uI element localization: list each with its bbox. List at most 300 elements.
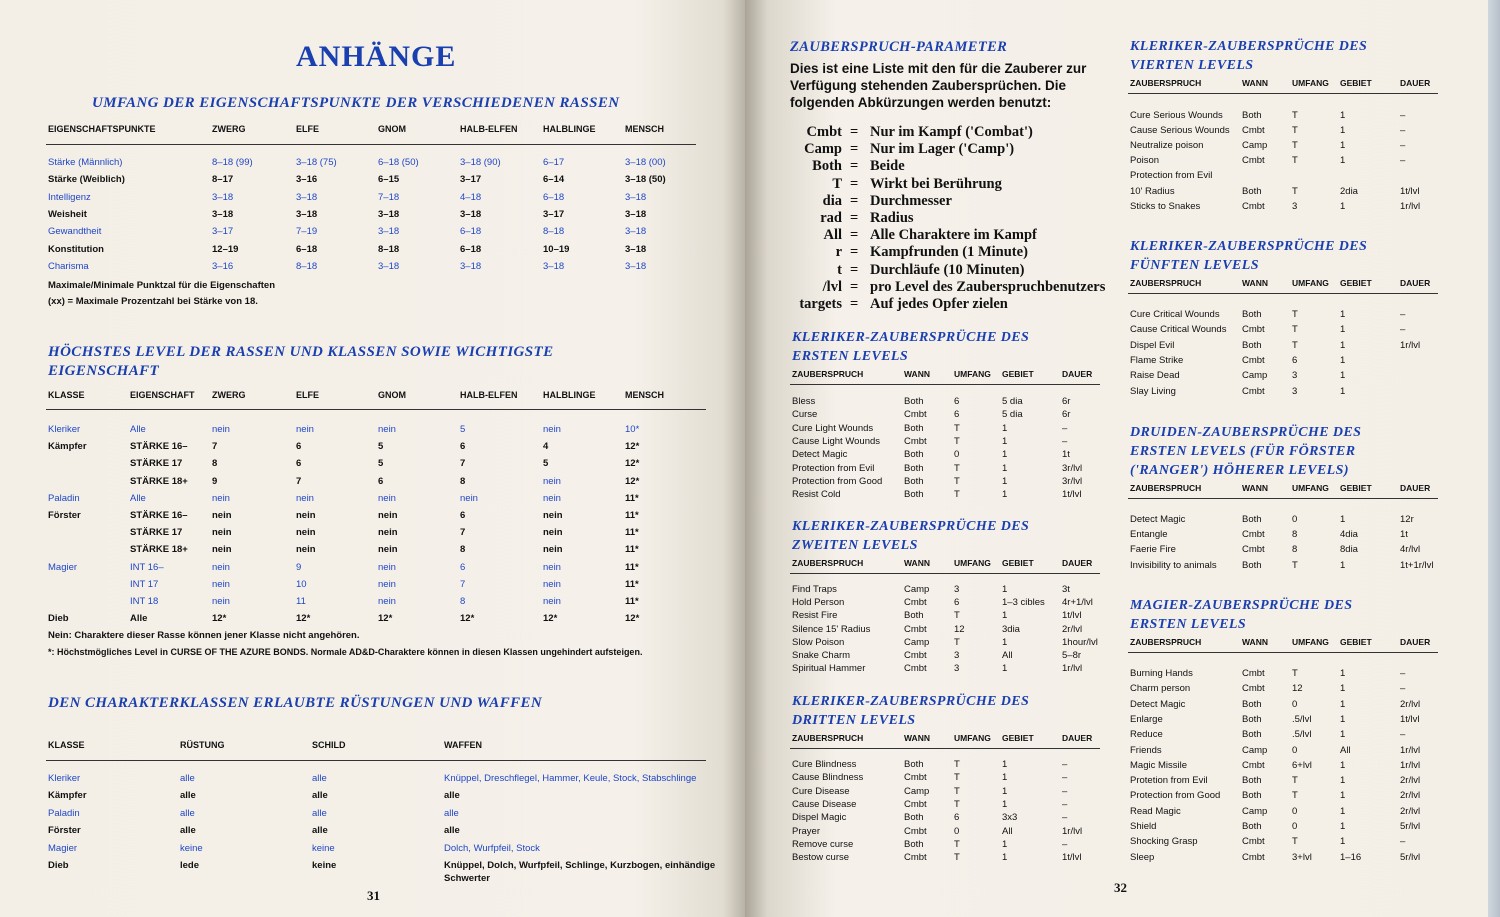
spell-cell: 1t/lvl [1062, 852, 1082, 864]
spell-cell: 1 [1340, 805, 1346, 817]
table-cell: STÄRKE 17 [130, 527, 183, 539]
table-cell: nein [378, 492, 396, 504]
column-header: DAUER [1400, 637, 1431, 647]
spell-name: Shield [1130, 821, 1157, 832]
spell-name: Reduce [1130, 729, 1163, 741]
table-cell: 12* [378, 613, 393, 625]
table-cell: 12* [625, 441, 640, 453]
spell-cell: Cmbt [1242, 324, 1265, 336]
table-cell: nein [212, 544, 232, 556]
spell-cell: 1 [1340, 683, 1346, 695]
spell-cell: – [1062, 812, 1068, 824]
table-cell: nein [460, 492, 478, 504]
table-cell: nein [543, 561, 561, 573]
spell-cell: 0 [1292, 698, 1298, 710]
spell-cell: T [1292, 324, 1298, 336]
spell-cell: Cmbt [1242, 200, 1265, 212]
table-cell: Schwerter [444, 873, 490, 884]
table-cell: Knüppel, Dreschflegel, Hammer, Keule, Stock, Stabschlinge [444, 773, 697, 784]
table-cell: 11* [625, 596, 639, 607]
column-header: ZAUBERSPRUCH [792, 558, 864, 568]
column-header: ZAUBERSPRUCH [792, 369, 864, 379]
spell-cell: Cmbt [1242, 354, 1265, 366]
table-cell: 9 [296, 561, 302, 573]
cleric-level-4-heading: VIERTEN LEVELS [1130, 58, 1254, 73]
column-header: HALB-ELFEN [460, 124, 518, 134]
table-cell: 6 [296, 458, 302, 470]
spell-name: Curse [792, 409, 818, 421]
table-cell: 7–19 [296, 226, 318, 238]
table-cell: INT 17 [130, 578, 159, 590]
equals-sign: = [850, 124, 859, 140]
spell-cell: Camp [1242, 805, 1268, 817]
section-heading-max-level-1: HÖCHSTES LEVEL DER RASSEN UND KLASSEN SOWIE WICHTIGSTE [48, 344, 554, 360]
table-cell: Alle [130, 492, 146, 504]
column-header: ZAUBERSPRUCH [1130, 278, 1202, 288]
table-cell: 6–18 [460, 243, 482, 255]
row-label: Konstitution [48, 243, 104, 255]
table-cell: nein [543, 492, 561, 504]
spell-cell: Camp [1242, 140, 1268, 152]
header-rule [790, 748, 1100, 749]
table-cell: 11* [625, 578, 639, 590]
table-cell: keine [312, 860, 337, 871]
table-cell: nein [543, 510, 563, 521]
spell-cell: Cmbt [1242, 668, 1265, 679]
table-cell: 8 [460, 475, 466, 487]
spell-cell: 1t/lvl [1400, 713, 1420, 725]
section-heading-armor-weapons: DEN CHARAKTERKLASSEN ERLAUBTE RÜSTUNGEN UND WAFFEN [48, 695, 543, 711]
table-cell: STÄRKE 16– [130, 510, 188, 521]
spell-cell: – [1062, 772, 1068, 784]
table-note: Nein: Charaktere dieser Rasse können jener Klasse nicht angehören. [48, 630, 360, 641]
abbreviation-meaning: Durchläufe (10 Minuten) [870, 261, 1025, 278]
column-header: SCHILD [312, 740, 346, 750]
table-cell: STÄRKE 17 [130, 458, 183, 470]
spell-cell: Both [904, 462, 924, 474]
column-header: UMFANG [954, 558, 991, 568]
spell-cell: Both [904, 812, 924, 824]
table-cell: Alle [130, 613, 148, 625]
spell-name: Detect Magic [1130, 514, 1186, 525]
column-header: WANN [1242, 78, 1268, 88]
row-label: Charisma [48, 260, 89, 272]
spell-cell: – [1400, 836, 1406, 848]
spell-cell: 8dia [1340, 544, 1358, 556]
table-cell: nein [296, 544, 316, 556]
table-cell: 3–17 [460, 174, 482, 186]
spell-cell: 1 [1002, 798, 1008, 810]
row-label: Förster [48, 510, 81, 521]
column-header: ZWERG [212, 390, 246, 400]
column-header: DAUER [1062, 369, 1093, 379]
spell-cell: 3 [1292, 385, 1298, 397]
table-cell: lede [180, 860, 200, 871]
spell-name: Protetion from Evil [1130, 775, 1208, 787]
spell-cell: 1 [1340, 125, 1346, 137]
table-cell: 12* [212, 613, 227, 625]
table-cell: 12* [625, 458, 640, 470]
column-header: MENSCH [625, 390, 665, 400]
abbreviation-meaning: pro Level des Zauberspruchbenutzers [870, 278, 1106, 295]
spell-name: Entangle [1130, 529, 1168, 541]
spell-cell: Both [1242, 698, 1262, 710]
equals-sign: = [850, 141, 859, 158]
spell-cell: 1 [1002, 435, 1008, 447]
spell-name: Cure Blindness [792, 759, 857, 770]
table-cell: INT 16– [130, 561, 164, 573]
table-cell: 10 [296, 578, 307, 590]
table-cell: nein [543, 475, 561, 487]
table-cell: Dolch, Wurfpfeil, Stock [444, 842, 540, 854]
spell-cell: 0 [1292, 805, 1298, 817]
table-cell: 6–14 [543, 174, 565, 186]
spell-name: Resist Cold [792, 489, 841, 501]
table-cell: 8–18 [378, 243, 400, 255]
header-rule [790, 384, 1100, 385]
row-label: Stärke (Weiblich) [48, 174, 125, 186]
abbreviation-meaning: Nur im Kampf ('Combat') [870, 124, 1033, 140]
equals-sign: = [850, 278, 859, 295]
spell-cell: Cmbt [1242, 851, 1265, 863]
spell-cell: 6 [954, 396, 960, 407]
table-cell: 5 [378, 441, 384, 453]
abbreviation-meaning: Wirkt bei Berührung [870, 175, 1002, 192]
table-cell: 6–17 [543, 157, 565, 168]
spell-cell: T [954, 838, 960, 850]
column-header: GEBIET [1340, 483, 1372, 493]
cleric-level-5-heading: FÜNFTEN LEVELS [1130, 258, 1259, 273]
table-cell: alle [312, 807, 327, 819]
spell-name: Cure Light Wounds [792, 422, 874, 434]
column-header: DAUER [1400, 78, 1431, 88]
spell-cell: T [954, 475, 960, 487]
spell-cell: 6r [1062, 409, 1071, 421]
table-cell: 3–18 (00) [625, 157, 666, 168]
column-header: DAUER [1400, 483, 1431, 493]
spell-cell: – [1400, 155, 1406, 167]
spell-cell: 0 [954, 825, 960, 837]
equals-sign: = [850, 296, 859, 312]
spell-cell: 1 [1002, 852, 1008, 864]
spell-cell: 1 [1002, 489, 1008, 501]
header-rule [1128, 93, 1438, 94]
spell-cell: Both [904, 489, 924, 501]
table-cell: 3–18 [625, 208, 647, 220]
table-cell: 5 [460, 424, 466, 435]
table-cell: nein [543, 424, 561, 435]
cleric-level-4-heading: KLERIKER-ZAUBERSPRÜCHE DES [1130, 39, 1368, 54]
table-cell: 8–17 [212, 174, 234, 186]
spell-name: Faerie Fire [1130, 544, 1176, 556]
spell-cell: 1t+1r/lvl [1400, 559, 1434, 571]
spell-cell: 6 [1292, 354, 1298, 366]
spell-name: Resist Fire [792, 610, 838, 622]
section-heading-ability-scores: UMFANG DER EIGENSCHAFTSPUNKTE DER VERSCHIEDENEN RASSEN [92, 95, 620, 111]
spell-name: Protection from Good [1130, 790, 1221, 802]
table-cell: alle [444, 790, 460, 802]
spell-cell: – [1400, 668, 1406, 679]
spell-cell: T [1292, 125, 1298, 137]
spell-name: Protection from Evil [792, 462, 875, 474]
column-header: HALB-ELFEN [460, 390, 518, 400]
cleric-level-2-heading: ZWEITEN LEVELS [792, 538, 918, 553]
spell-cell: – [1062, 785, 1068, 797]
spell-cell: 6 [954, 597, 960, 609]
mage-level-1-heading: MAGIER-ZAUBERSPRÜCHE DES [1130, 598, 1353, 613]
spell-cell: T [954, 610, 960, 622]
section-heading-max-level-2: EIGENSCHAFT [48, 363, 160, 379]
spell-cell: 1 [1002, 772, 1008, 784]
row-label: Paladin [48, 807, 80, 819]
row-label: Stärke (Männlich) [48, 157, 123, 168]
spell-cell: Both [1242, 729, 1262, 741]
spell-cell: 1t/lvl [1062, 610, 1082, 622]
table-cell: alle [180, 807, 195, 819]
column-header: MENSCH [625, 124, 665, 134]
spell-cell: 3 [954, 663, 960, 675]
spell-cell: – [1062, 759, 1068, 770]
spell-cell: 1 [1340, 698, 1346, 710]
spell-cell: T [1292, 790, 1298, 802]
table-cell: nein [543, 544, 563, 556]
druid-level-1-heading: ERSTEN LEVELS (FÜR FÖRSTER [1130, 444, 1356, 459]
spell-cell: All [1002, 650, 1013, 661]
spell-cell: Cmbt [1242, 683, 1265, 695]
column-header: WANN [904, 558, 930, 568]
table-cell: 3–18 (90) [460, 157, 501, 168]
spell-cell: Cmbt [1242, 759, 1265, 771]
spell-cell: Both [1242, 110, 1262, 121]
table-cell: 11* [625, 544, 639, 556]
spell-cell: T [954, 462, 960, 474]
table-cell: alle [180, 773, 195, 784]
spell-cell: Both [904, 838, 924, 850]
table-cell: 5 [543, 458, 549, 470]
header-rule [790, 573, 1100, 574]
cleric-level-5-heading: KLERIKER-ZAUBERSPRÜCHE DES [1130, 239, 1368, 254]
spell-name: Cause Critical Wounds [1130, 324, 1227, 336]
table-cell: nein [212, 527, 232, 539]
spell-cell: Cmbt [904, 663, 927, 675]
row-label: Gewandtheit [48, 226, 102, 238]
spell-cell: Both [904, 475, 924, 487]
spell-name: Magic Missile [1130, 759, 1188, 771]
spell-cell: 3 [1292, 370, 1298, 382]
column-header: KLASSE [48, 740, 85, 750]
column-header: WANN [1242, 278, 1268, 288]
column-header: RÜSTUNG [180, 740, 225, 750]
spell-cell: 2r/lvl [1400, 775, 1421, 787]
spell-cell: T [954, 435, 960, 447]
column-header: WANN [1242, 483, 1268, 493]
spell-cell: 1r/lvl [1062, 825, 1083, 837]
column-header: UMFANG [1292, 278, 1329, 288]
spell-cell: – [1400, 125, 1406, 137]
table-cell: 6–18 [543, 191, 565, 203]
abbreviation-meaning: Alle Charaktere im Kampf [870, 227, 1037, 244]
spell-name: Raise Dead [1130, 370, 1180, 382]
spell-name: Poison [1130, 155, 1160, 167]
spell-cell: 1r/lvl [1062, 663, 1083, 675]
spell-cell: Both [1242, 514, 1262, 525]
spell-cell: 1 [1340, 713, 1346, 725]
spell-cell: 1t/lvl [1062, 489, 1082, 501]
spell-cell: 1 [1340, 790, 1346, 802]
row-label: Paladin [48, 492, 80, 504]
spell-cell: 0 [1292, 744, 1298, 756]
equals-sign: = [850, 227, 859, 244]
row-label: Weisheit [48, 208, 87, 220]
spell-cell: T [1292, 309, 1298, 320]
table-cell: 7 [460, 578, 466, 590]
spell-cell: Cmbt [1242, 385, 1265, 397]
spell-cell: 1 [1340, 514, 1346, 525]
spell-name: Cause Disease [792, 798, 857, 810]
column-header: GNOM [378, 124, 406, 134]
table-cell: 8 [212, 458, 218, 470]
column-header: UMFANG [1292, 483, 1329, 493]
params-heading: ZAUBERSPRUCH-PARAMETER [790, 39, 1008, 55]
spell-cell: 5 dia [1002, 396, 1023, 407]
table-cell: 8 [460, 596, 466, 607]
table-cell: 6–18 [460, 226, 482, 238]
spell-cell: 5r/lvl [1400, 851, 1421, 863]
table-cell: INT 18 [130, 596, 159, 607]
table-cell: nein [296, 527, 316, 539]
table-cell: 11* [625, 510, 639, 521]
spell-cell: 1 [1340, 370, 1346, 382]
spell-name: Remove curse [792, 838, 854, 850]
spell-cell: 4r/lvl [1400, 544, 1421, 556]
druid-level-1-heading: DRUIDEN-ZAUBERSPRÜCHE DES [1130, 425, 1362, 440]
table-cell: 11* [625, 492, 639, 504]
equals-sign: = [850, 244, 859, 261]
table-cell: 12–19 [212, 243, 239, 255]
abbreviation-key: r [835, 244, 842, 261]
spell-cell: Camp [1242, 744, 1268, 756]
spell-name: Friends [1130, 744, 1162, 756]
params-intro: Dies ist eine Liste mit den für die Zauberer zur Verfügung stehenden Zaubersprüchen. Die folgenden Abkürzungen werden benutzt: [790, 61, 1087, 110]
spell-name: Shocking Grasp [1130, 836, 1198, 848]
spell-cell: 1 [1002, 475, 1008, 487]
spell-cell: 1 [1002, 636, 1008, 648]
table-cell: nein [296, 510, 316, 521]
equals-sign: = [850, 158, 859, 175]
column-header: UMFANG [954, 733, 991, 743]
equals-sign: = [850, 210, 859, 226]
spell-cell: 1 [1340, 354, 1346, 366]
spell-cell: 1 [1340, 559, 1346, 571]
table-cell: nein [212, 510, 232, 521]
spell-name: Slay Living [1130, 385, 1176, 397]
spell-cell: 12 [954, 623, 965, 635]
spell-cell: T [954, 422, 960, 434]
row-label: Magier [48, 842, 78, 854]
column-header: HALBLINGE [543, 390, 596, 400]
spell-cell: 1 [1340, 729, 1346, 741]
table-cell: 3–18 [625, 226, 647, 238]
abbreviation-key: T [832, 175, 842, 192]
table-cell: nein [378, 544, 398, 556]
spell-cell: Both [1242, 713, 1262, 725]
spell-name: Neutralize poison [1130, 140, 1204, 152]
table-cell: 4 [543, 441, 549, 453]
abbreviation-meaning: Nur im Lager ('Camp') [870, 141, 1015, 158]
spell-cell: 1 [1340, 759, 1346, 771]
row-label: Kämpfer [48, 790, 87, 802]
column-header: GEBIET [1002, 558, 1034, 568]
spell-name: Bless [792, 396, 816, 407]
table-cell: nein [212, 578, 230, 590]
spell-cell: Cmbt [1242, 125, 1265, 137]
spell-name: Dispel Magic [792, 812, 847, 824]
spell-name: Sleep [1130, 851, 1155, 863]
mage-level-1-heading: ERSTEN LEVELS [1130, 617, 1247, 632]
header-rule [1128, 498, 1438, 499]
spell-cell: 1 [1340, 668, 1346, 679]
spell-cell: 1–16 [1340, 851, 1362, 863]
table-cell: 7 [460, 458, 466, 470]
page-31 [0, 0, 745, 917]
spell-name: Cure Critical Wounds [1130, 309, 1220, 320]
spell-cell: 4r+1/lvl [1062, 597, 1093, 609]
column-header: ZAUBERSPRUCH [1130, 483, 1202, 493]
cleric-level-3-heading: DRITTEN LEVELS [792, 713, 916, 728]
abbreviation-meaning: Kampfrunden (1 Minute) [870, 244, 1028, 261]
spell-cell: 3r/lvl [1062, 462, 1083, 474]
row-label: Kleriker [48, 773, 81, 784]
abbreviation-key: Cmbt [806, 124, 842, 140]
table-cell: 3–18 [625, 243, 647, 255]
spell-name: Protection from Evil [1130, 170, 1213, 182]
page-number: 31 [367, 888, 380, 903]
spell-cell: 8 [1292, 544, 1298, 556]
table-cell: nein [378, 561, 396, 573]
spell-cell: 1 [1340, 155, 1346, 167]
page-title: ANHÄNGE [296, 40, 457, 73]
table-cell: 3–18 (50) [625, 174, 666, 186]
spell-cell: 6 [954, 812, 960, 824]
spell-cell: Cmbt [904, 409, 927, 421]
spell-name: Cure Serious Wounds [1130, 110, 1223, 121]
table-note: *: Höchstmögliches Level in CURSE OF THE AZURE BONDS. Normale AD&D-Charaktere können in diesen Klassen ungehindert aufsteigen. [48, 647, 643, 657]
spell-cell: T [954, 772, 960, 784]
spell-name: Invisibility to animals [1130, 559, 1217, 571]
table-cell: nein [543, 596, 561, 607]
spell-cell: Cmbt [904, 623, 927, 635]
row-label: Dieb [48, 860, 69, 871]
cleric-level-1-heading: ERSTEN LEVELS [792, 349, 909, 364]
table-cell: 7 [212, 441, 218, 453]
table-cell: nein [378, 596, 396, 607]
table-cell: 7–18 [378, 191, 400, 203]
spell-cell: 1r/lvl [1400, 200, 1421, 212]
cleric-level-2-heading: KLERIKER-ZAUBERSPRÜCHE DES [792, 519, 1030, 534]
spell-cell: 1 [1002, 422, 1008, 434]
spell-cell: Cmbt [1242, 155, 1265, 167]
spell-cell: T [954, 759, 960, 770]
abbreviation-meaning: Auf jedes Opfer zielen [870, 296, 1008, 312]
spell-name: Flame Strike [1130, 354, 1184, 366]
spell-cell: 1 [1002, 584, 1008, 595]
spell-cell: 6+lvl [1292, 759, 1312, 771]
spell-cell: – [1400, 683, 1406, 695]
table-cell: 3–18 [296, 208, 318, 220]
abbreviation-key: /lvl [822, 278, 842, 295]
spell-name: Detect Magic [1130, 698, 1186, 710]
spell-cell: 5 dia [1002, 409, 1023, 421]
